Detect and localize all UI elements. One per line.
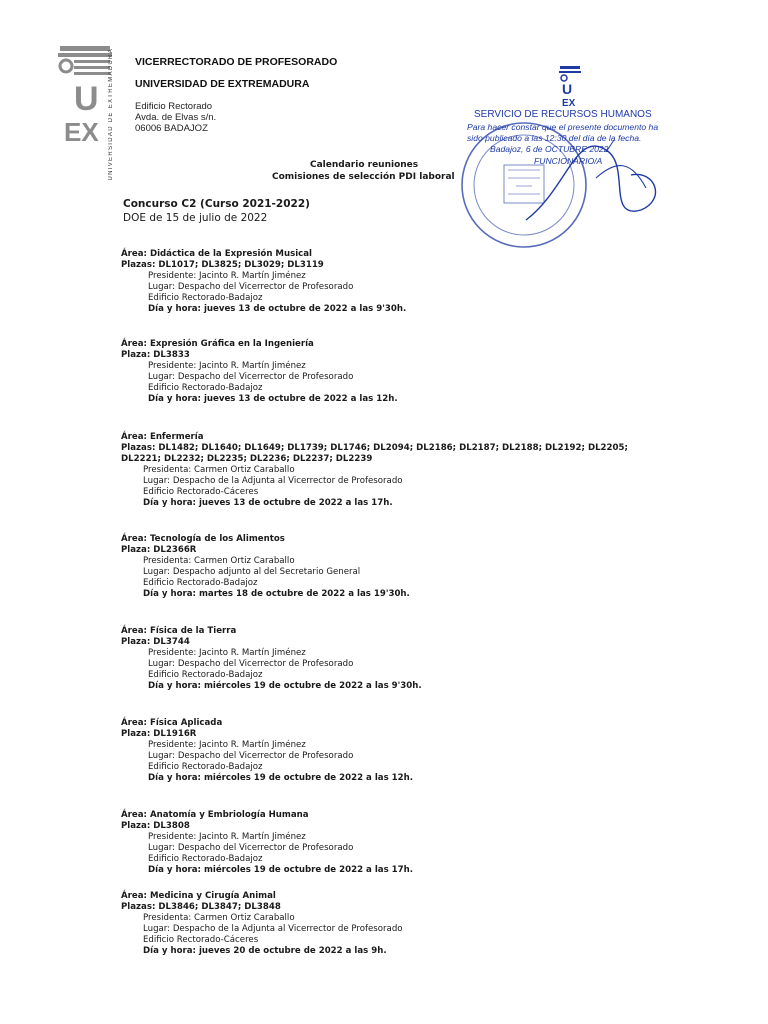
commissions-title: Comisiones de selección PDI laboral [272, 172, 455, 182]
area-name: Área: Física de la Tierra [121, 626, 237, 636]
area-datetime: Día y hora: jueves 13 de octubre de 2022 a las 9'30h. [148, 304, 407, 314]
area-plazas: Plaza: DL2366R [121, 545, 197, 555]
area-building: Edificio Rectorado-Badajoz [143, 578, 258, 588]
area-datetime: Día y hora: jueves 13 de octubre de 2022 a las 17h. [143, 498, 393, 508]
stamp-line-1: Para hacer constar que el presente documento ha [467, 122, 659, 132]
area-president: Presidente: Jacinto R. Martín Jiménez [148, 361, 306, 371]
stamp-line-3: Badajoz, 6 de OCTUBRE 2022 [490, 144, 609, 154]
area-building: Edificio Rectorado-Badajoz [148, 670, 263, 680]
area-place: Lugar: Despacho adjunto al del Secretario General [143, 567, 361, 577]
area-name: Área: Anatomía y Embriología Humana [121, 810, 309, 820]
area-building: Edificio Rectorado-Badajoz [148, 383, 263, 393]
area-plazas: Plazas: DL1017; DL3825; DL3029; DL3119 [121, 260, 324, 270]
stamp-title: SERVICIO DE RECURSOS HUMANOS [474, 109, 652, 120]
vertical-university-text: UNIVERSIDAD DE EXTREMADURA [108, 48, 114, 181]
area-plazas: Plaza: DL1916R [121, 729, 197, 739]
area-datetime: Día y hora: martes 18 de octubre de 2022 a las 19'30h. [143, 589, 410, 599]
area-block [121, 339, 721, 405]
area-president: Presidente: Jacinto R. Martín Jiménez [148, 271, 306, 281]
area-building: Edificio Rectorado-Badajoz [148, 762, 263, 772]
stamp-line-4: FUNCIONARIO/A [534, 156, 603, 166]
area-plazas: Plazas: DL3846; DL3847; DL3848 [121, 902, 281, 912]
area-block [121, 432, 721, 509]
area-datetime: Día y hora: miércoles 19 de octubre de 2022 a las 9'30h. [148, 681, 422, 691]
area-place: Lugar: Despacho del Vicerrector de Profesorado [148, 282, 354, 292]
area-name: Área: Física Aplicada [121, 718, 223, 728]
area-datetime: Día y hora: jueves 20 de octubre de 2022 a las 9h. [143, 946, 387, 956]
area-block [121, 626, 721, 692]
stamp-logo-ex: EX [562, 98, 576, 109]
area-plazas: Plaza: DL3833 [121, 350, 190, 360]
area-name: Área: Didáctica de la Expresión Musical [121, 249, 312, 259]
area-place: Lugar: Despacho del Vicerrector de Profesorado [148, 751, 354, 761]
area-president: Presidenta: Carmen Ortiz Caraballo [143, 556, 295, 566]
area-place: Lugar: Despacho del Vicerrector de Profesorado [148, 843, 354, 853]
area-place: Lugar: Despacho del Vicerrector de Profesorado [148, 372, 354, 382]
official-stamp-icon [456, 60, 686, 250]
area-name: Área: Medicina y Cirugía Animal [121, 891, 276, 901]
address-line-1: Edificio Rectorado [135, 101, 213, 112]
header-vicerrectorado: VICERRECTORADO DE PROFESORADO [135, 56, 338, 68]
area-datetime: Día y hora: jueves 13 de octubre de 2022 a las 12h. [148, 394, 398, 404]
area-president: Presidenta: Carmen Ortiz Caraballo [143, 465, 295, 475]
area-building: Edificio Rectorado-Cáceres [143, 487, 259, 497]
area-president: Presidente: Jacinto R. Martín Jiménez [148, 740, 306, 750]
area-plazas: Plaza: DL3808 [121, 821, 190, 831]
area-building: Edificio Rectorado-Cáceres [143, 935, 259, 945]
concurso-title: Concurso C2 (Curso 2021-2022) [123, 198, 310, 210]
area-president: Presidenta: Carmen Ortiz Caraballo [143, 913, 295, 923]
calendar-title: Calendario reuniones [310, 160, 419, 170]
area-place: Lugar: Despacho de la Adjunta al Vicerrector de Profesorado [143, 476, 403, 486]
area-block [121, 249, 721, 315]
area-block [121, 891, 721, 957]
area-name: Área: Expresión Gráfica en la Ingeniería [121, 339, 314, 349]
area-place: Lugar: Despacho del Vicerrector de Profesorado [148, 659, 354, 669]
area-building: Edificio Rectorado-Badajoz [148, 293, 263, 303]
area-datetime: Día y hora: miércoles 19 de octubre de 2022 a las 12h. [148, 773, 414, 783]
header-university: UNIVERSIDAD DE EXTREMADURA [135, 78, 310, 90]
logo-letter-u: U [74, 80, 99, 118]
area-plazas-continued: DL2221; DL2232; DL2235; DL2236; DL2237; DL2239 [121, 454, 373, 464]
doe-date: DOE de 15 de julio de 2022 [123, 212, 268, 224]
stamp-logo-u: U [562, 81, 573, 97]
area-place: Lugar: Despacho de la Adjunta al Vicerrector de Profesorado [143, 924, 403, 934]
address-line-3: 06006 BADAJOZ [135, 123, 208, 134]
area-datetime: Día y hora: miércoles 19 de octubre de 2022 a las 17h. [148, 865, 414, 875]
area-plazas: Plazas: DL1482; DL1640; DL1649; DL1739; DL1746; DL2094; DL2186; DL2187; DL2188; DL2192; DL2205; [121, 443, 628, 453]
address-line-2: Avda. de Elvas s/n. [135, 112, 217, 123]
university-logo-icon [56, 44, 114, 144]
area-block [121, 718, 721, 784]
logo-letters-ex: EX [64, 117, 99, 144]
area-name: Área: Tecnología de los Alimentos [121, 534, 285, 544]
area-name: Área: Enfermería [121, 432, 204, 442]
stamp-line-2: sido publicado a las 12:30 del día de la fecha. [467, 133, 642, 143]
area-president: Presidente: Jacinto R. Martín Jiménez [148, 832, 306, 842]
area-block [121, 810, 721, 876]
area-president: Presidente: Jacinto R. Martín Jiménez [148, 648, 306, 658]
area-plazas: Plaza: DL3744 [121, 637, 190, 647]
area-building: Edificio Rectorado-Badajoz [148, 854, 263, 864]
area-block [121, 534, 721, 600]
